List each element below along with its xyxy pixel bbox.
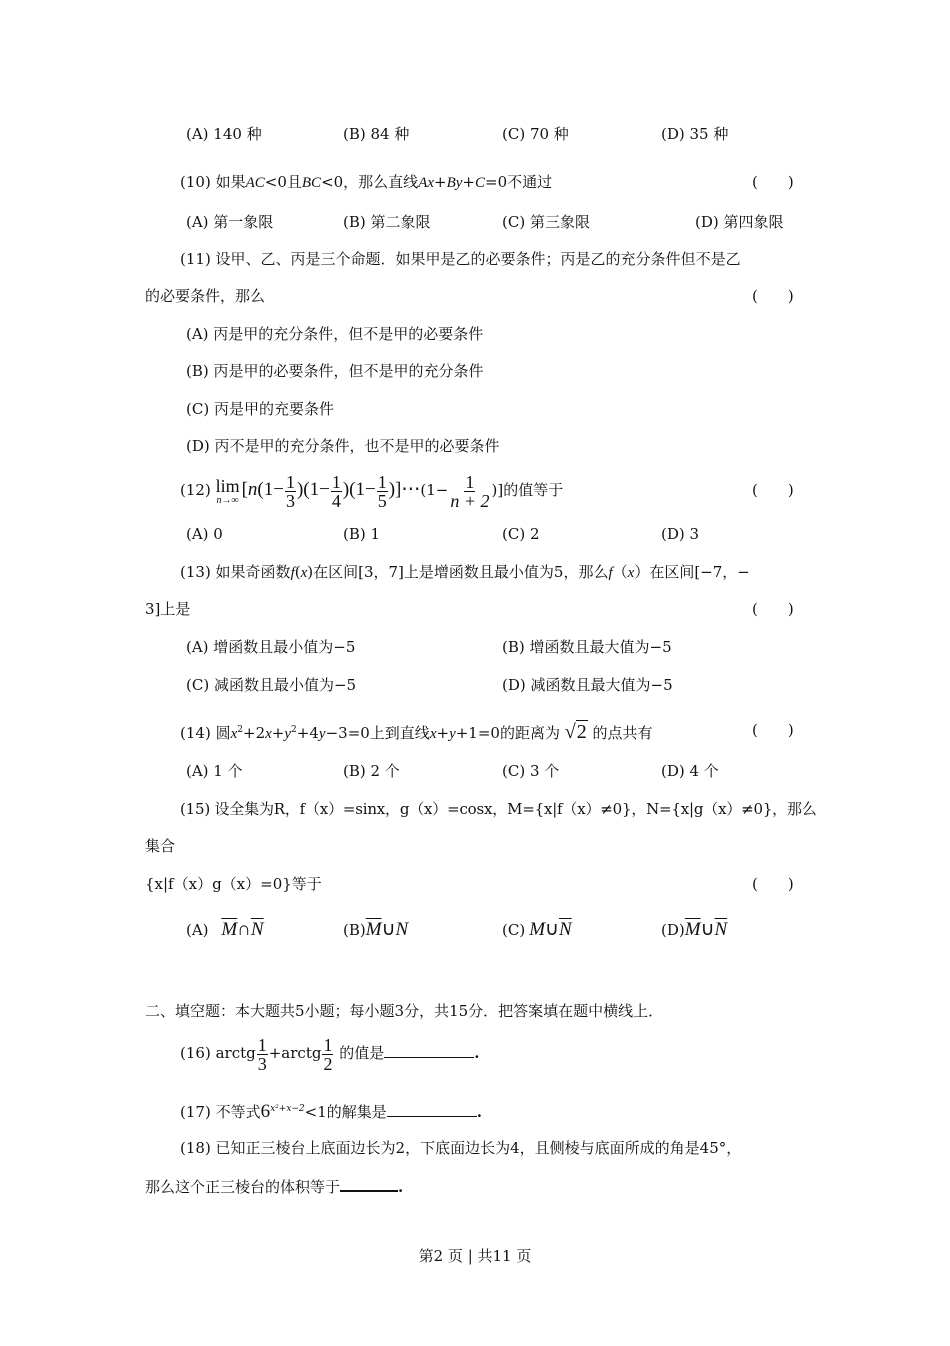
q15-operator: ∩ [237,919,251,940]
q15-operator: ∪ [700,919,715,940]
q15-option-a [186,916,264,944]
q13-text: ）在区间[−7，− [634,563,750,581]
q17-answer-blank[interactable] [387,1115,477,1117]
q12-bracket: [ [241,479,248,500]
q14-var: x [230,726,238,742]
q15-set-n-complement: $\overline{N}$ [558,919,572,940]
q12-frac-num: 1 [331,471,341,492]
q15-set-n-complement: $\overline{N}$ [714,919,728,940]
q16-frac-num: 1 [257,1034,267,1055]
q13-var: f [290,565,295,581]
q12-fraction-1-4 [331,473,342,510]
q11-answer-paren: ( ) [752,287,794,305]
q10-answer-paren: ( ) [752,173,794,191]
q12-option-c: (C) 2 [502,525,540,543]
q15-option-d [661,916,727,944]
section-2-header: 二、填空题：本大题共5小题；每小题3分，共15分．把答案填在题中横线上． [145,1002,664,1020]
q15-stem-line3: {x|f（x）g（x）=0}等于 [145,875,322,893]
q10-var: AC [245,175,265,191]
q12-factor: )(1− [342,479,376,500]
q10-stem [180,172,552,193]
q10-number: (10) [180,173,211,191]
q12-stem [180,466,563,514]
q9-option-a: (A) 140 种 [186,125,262,143]
q11-stem-line2: 的必要条件，那么 [145,287,266,305]
q12-fraction-1-5 [377,473,388,510]
q12-frac-num: 1 [465,471,475,492]
q12-frac-den: 3 [285,490,295,511]
q12-factor: )(1− [296,479,330,500]
q10-text: + [434,173,447,191]
q15-stem-line1: (15) 设全集为R，f（x）=sinx，g（x）=cosx，M={x|f（x）≠0}，N={x|g（x）≠0}，那么 [180,800,817,818]
q16-stem [180,1030,479,1076]
q10-text: <0且 [264,173,302,191]
q10-option-b: (B) 第二象限 [343,213,431,231]
q12-option-d: (D) 3 [661,525,700,543]
q13-text: （ [612,563,628,581]
q15-set-n-complement: $\overline{N}$ [250,919,264,940]
q18-stem-line1: (18) 已知正三棱台上底面边长为2，下底面边长为4，且侧棱与底面所成的角是45°， [180,1139,742,1157]
q15-set-m-complement: $\overline{M}$ [684,919,701,940]
q13-answer-paren: ( ) [752,600,794,618]
q15-answer-paren: ( ) [752,875,794,893]
q10-text: 如果 [215,173,246,191]
q14-text: + [436,724,450,742]
q16-frac-den: 3 [257,1053,267,1074]
q17-text: <1的解集是 [304,1103,387,1121]
q9-option-d: (D) 35 种 [661,125,729,143]
q10-var: C [475,175,486,191]
q11-stem-line1: (11) 设甲、乙、丙是三个命题．如果甲是乙的必要条件；丙是乙的充分条件但不是乙 [180,250,741,268]
q10-var: By [446,175,463,191]
q12-number: (12) [180,481,211,499]
q18-stem-line2 [145,1177,403,1197]
q14-text: 圆 [215,724,231,742]
q14-text: +1=0的距离为 [455,724,560,742]
q17-base: 6 [260,1101,271,1122]
q14-text: +4 [296,724,319,742]
q10-var: BC [301,175,322,191]
q13-stem-line2: 3]上是 [145,600,191,618]
q18-end-period: . [398,1178,404,1196]
q15-option-label: (A) [186,921,209,939]
q13-stem-line1 [180,562,750,583]
q16-frac-den: 2 [323,1053,333,1074]
q10-var: Ax [418,175,435,191]
q12-fraction-1-n2 [449,473,490,510]
q13-text: )在区间[3，7]上是增函数且最小值为5，那么 [307,563,609,581]
q10-text: =0不通过 [485,173,553,191]
q14-option-d: (D) 4 个 [661,762,719,780]
q10-text: <0，那么直线 [321,173,419,191]
q12-var-n: n [247,479,258,500]
q14-var: x [265,726,272,742]
q12-fraction-1-3 [285,473,296,510]
q13-text: (13) 如果奇函数 [180,563,291,581]
q15-set-n: N [395,919,409,940]
q12-frac-num: 1 [377,471,387,492]
q14-var: x [429,726,437,742]
q15-stem-line2: 集合 [145,837,176,855]
q10-option-c: (C) 第三象限 [502,213,590,231]
q13-option-b: (B) 增函数且最大值为−5 [502,638,672,656]
q14-option-b: (B) 2 个 [343,762,400,780]
q12-lim-sub: n→∞ [216,495,239,506]
q14-number: (14) [180,724,211,742]
q18-text: 那么这个正三棱台的体积等于 [145,1178,341,1196]
q17-number: (17) [180,1103,211,1121]
q13-option-c: (C) 减函数且最小值为−5 [186,676,357,694]
q15-option-c [502,916,572,944]
q15-set-m-complement: $\overline{M}$ [221,919,238,940]
q12-frac-den: 4 [331,490,341,511]
q10-option-a: (A) 第一象限 [186,213,274,231]
q14-var: y [449,726,456,742]
q12-frac-num: 1 [285,471,295,492]
q17-end-period: . [476,1103,483,1121]
q16-text: arctg [215,1044,256,1062]
q18-answer-blank[interactable] [340,1189,398,1192]
q12-frac-den: n + 2 [450,490,490,511]
q12-lim-word: lim [215,476,240,496]
q16-number: (16) [180,1044,211,1062]
q14-sup: 2 [291,725,297,735]
q15-option-b [343,916,408,944]
q12-option-b: (B) 1 [343,525,381,543]
q14-text: 的点共有 [592,724,653,742]
q9-option-b: (B) 84 种 [343,125,410,143]
q17-exponent: x²+x−2 [270,1104,305,1114]
q11-option-b: (B) 丙是甲的必要条件，但不是甲的充分条件 [186,362,484,380]
q14-var: y [284,726,292,742]
q15-option-label: (D) [661,921,685,939]
q15-set-m: M [529,919,546,940]
q11-option-a: (A) 丙是甲的充分条件，但不是甲的必要条件 [186,325,484,343]
q12-factor: (1− [420,481,449,499]
q14-option-c: (C) 3 个 [502,762,560,780]
q13-option-d: (D) 减函数且最大值为−5 [502,676,673,694]
q16-text: 的值是 [339,1044,385,1062]
q14-text: −3=0上到直线 [325,724,430,742]
q14-stem [180,715,653,749]
q11-option-c: (C) 丙是甲的充要条件 [186,400,334,418]
q16-fraction-1-3 [257,1036,268,1073]
q16-end-period: . [474,1044,480,1062]
q10-text: + [462,173,475,191]
q9-option-c: (C) 70 种 [502,125,569,143]
page-footer: 第2 页 | 共11 页 [418,1247,532,1265]
q12-dots: ⋯ [401,479,421,500]
q11-option-d: (D) 丙不是甲的充分条件，也不是甲的必要条件 [186,437,500,455]
q15-option-label: (B) [343,921,366,939]
q12-frac-den: 5 [377,490,387,511]
q13-var: x [627,565,635,581]
q16-frac-num: 1 [323,1034,333,1055]
q14-sup: 2 [237,725,243,735]
q15-operator: ∪ [545,919,559,940]
q12-factor: (1− [257,479,284,500]
q16-fraction-1-2 [322,1036,333,1073]
q16-text: +arctg [268,1044,322,1062]
q15-option-label: (C) [502,921,526,939]
q14-answer-paren: ( ) [752,721,794,739]
q14-sqrt-radicand: 2 [576,721,587,743]
q14-text: +2 [243,724,266,742]
q17-text: 不等式 [215,1103,261,1121]
q12-limit [216,476,240,506]
q17-stem [180,1096,482,1125]
q15-operator: ∪ [381,919,396,940]
q10-option-d: (D) 第四象限 [695,213,784,231]
q14-sqrt: √2 [564,721,587,743]
q12-option-a: (A) 0 [186,525,223,543]
q13-option-a: (A) 增函数且最小值为−5 [186,638,356,656]
q15-set-m-complement: $\overline{M}$ [365,919,382,940]
q12-factor: )] [388,479,402,500]
q14-text: + [271,724,285,742]
q13-var: f [608,565,613,581]
q13-text: ( [294,563,301,581]
q14-var: y [318,726,326,742]
q14-option-a: (A) 1 个 [186,762,243,780]
q13-var: x [300,565,308,581]
q16-answer-blank[interactable] [384,1056,474,1058]
q12-text: )]的值等于 [491,481,564,499]
q12-answer-paren: ( ) [752,481,794,499]
